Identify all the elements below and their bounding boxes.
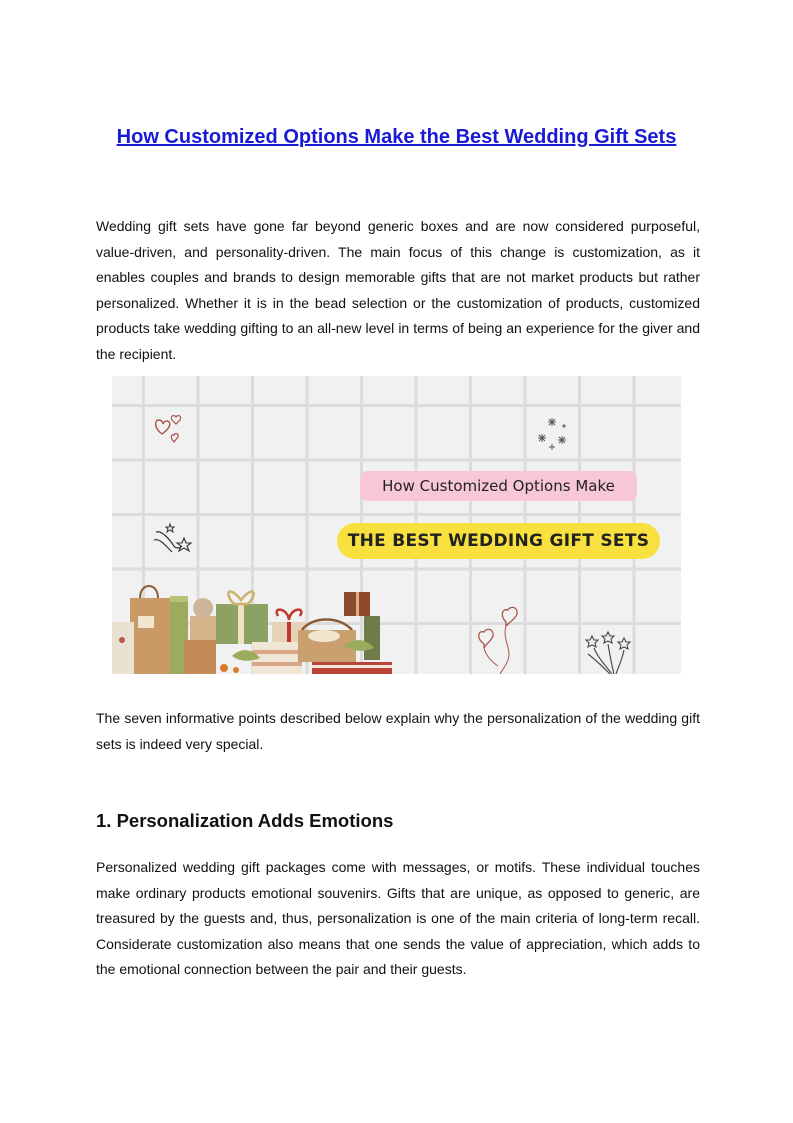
intro-paragraph: Wedding gift sets have gone far beyond generic boxes and are now considered purposeful, value-driven, and personality-driven. The main focus of this change is customization, as it enables couples and brands to design memorable gifts that are not market products but rather personalized. Whether it is in the bead selection or the customization of products, customized products take wedding gifting to an all-new level in terms of being an experience for the giver and the recipient. <box>96 218 700 362</box>
section-body-paragraph: Personalized wedding gift packages come with messages, or motifs. These individual touches make ordinary products emotional souvenirs. Gifts that are unique, as opposed to generic, are treasured by the guests and, thus, personalization is one of the main criteria of long-term recall. Considerate customization also means that one sends the value of appreciation, which adds to the emotional connection between the pair and their guests. <box>96 859 700 977</box>
section-heading: 1. Personalization Adds Emotions <box>96 810 394 831</box>
sparkle-burst-icon <box>534 416 574 452</box>
banner-title-line-2: THE BEST WEDDING GIFT SETS <box>337 523 660 559</box>
hearts-doodle-icon <box>152 412 188 448</box>
banner-title-line-1: How Customized Options Make <box>360 471 637 501</box>
lead-in-paragraph: The seven informative points described below explain why the personalization of the wedding gift sets is indeed very special. <box>96 710 700 752</box>
page-title[interactable]: How Customized Options Make the Best Wedding Gift Sets <box>116 126 677 148</box>
star-swirl-icon <box>152 522 194 558</box>
banner-image <box>112 376 681 674</box>
gift-pile-illustration <box>112 576 392 674</box>
star-wands-icon <box>584 630 636 674</box>
heart-balloons-icon <box>472 604 528 674</box>
